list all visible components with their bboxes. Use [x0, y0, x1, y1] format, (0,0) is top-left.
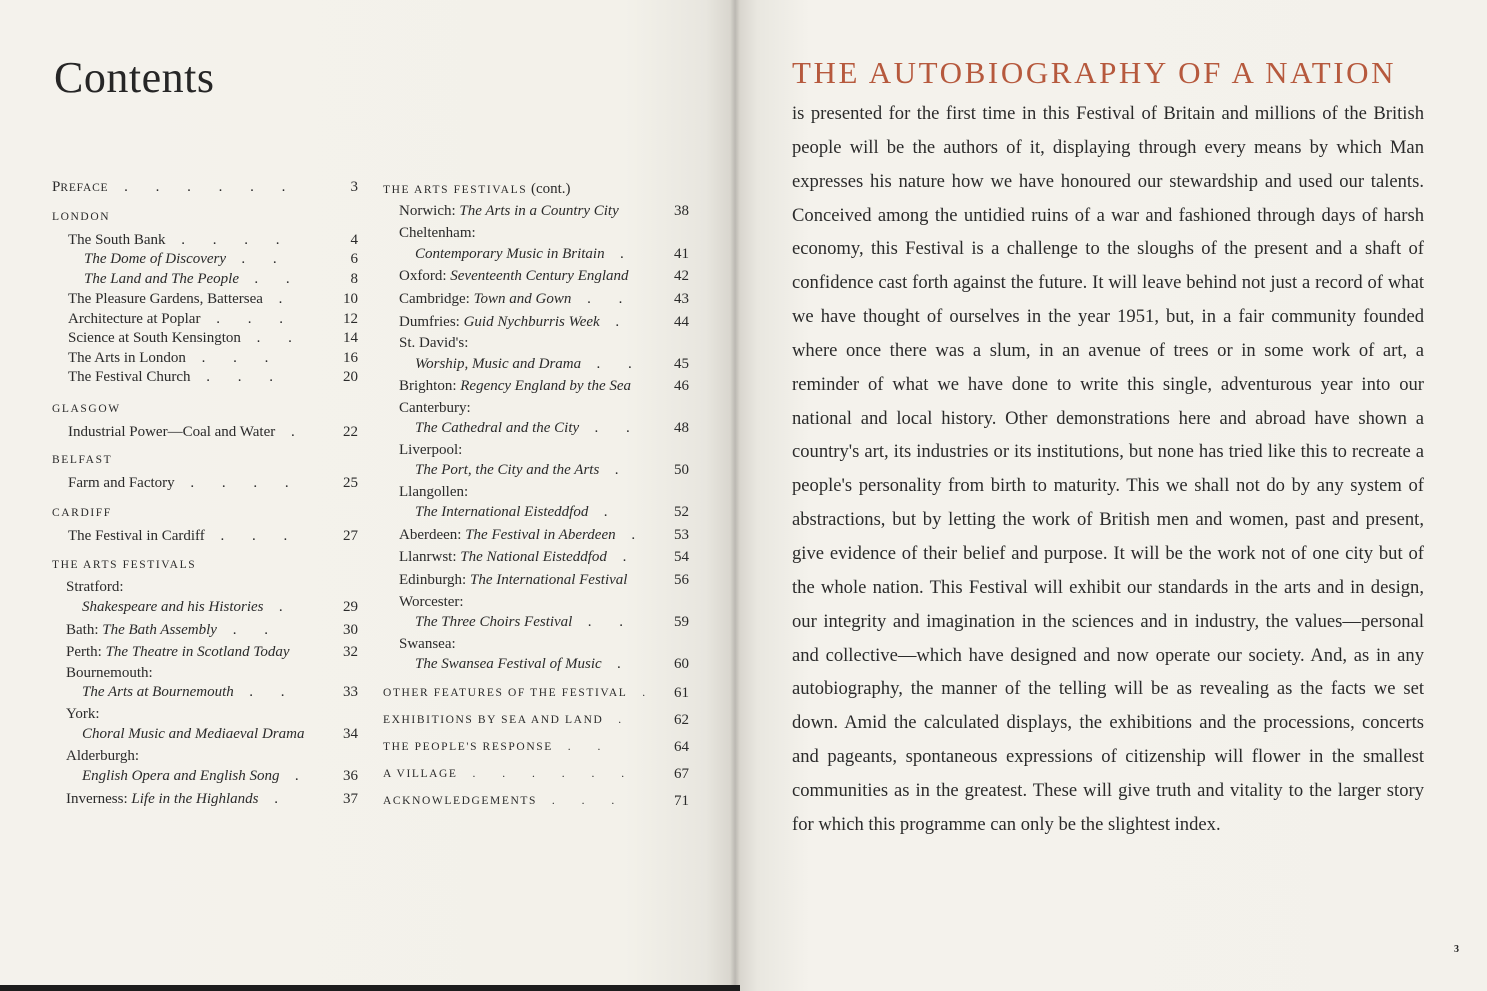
toc-page-number: 59 [674, 614, 689, 630]
toc-page-number: 33 [343, 684, 358, 700]
toc-entry-label [68, 329, 304, 349]
toc-leader-dots: . [262, 291, 295, 307]
toc-entry-label [383, 180, 571, 201]
toc-entry-place: Norwich: [399, 203, 460, 219]
toc-entry-label [383, 711, 633, 731]
toc-page-number: 12 [343, 311, 358, 327]
toc-entry-label [52, 400, 121, 420]
toc-leader-dots: . . [552, 741, 613, 753]
toc-entry-label [68, 527, 299, 547]
toc-entry-label [383, 738, 612, 758]
toc-entry-title: The International Eisteddfod [415, 504, 589, 520]
toc-entry-label [52, 178, 297, 199]
toc-page-number: 6 [350, 251, 358, 267]
toc-entry-label [399, 334, 468, 354]
toc-page-number: 53 [674, 527, 689, 543]
toc-entry-title: Contemporary Music in Britain [415, 246, 605, 262]
toc-page-number: 20 [343, 369, 358, 385]
toc-page-number: 36 [343, 768, 358, 784]
toc-leader-dots: . . [233, 684, 297, 700]
toc-entry-place: Aberdeen: [399, 527, 466, 543]
toc-leader-dots: . . . [200, 311, 295, 327]
toc-leader-dots: . . . . . . [457, 768, 637, 780]
toc-entry-label [52, 451, 112, 471]
toc-page-number: 42 [674, 268, 689, 284]
toc-entry-label [399, 224, 476, 244]
toc-entry-title: Seventeenth Century England [450, 268, 629, 284]
toc-entry-title: The Pleasure Gardens, Battersea [68, 291, 263, 307]
toc-page-number: 54 [674, 549, 689, 565]
toc-leader-dots: . . [226, 251, 290, 267]
toc-entry-title: The International Festival [469, 572, 628, 588]
toc-entry-label [415, 419, 642, 439]
toc-entry-title: Architecture at Poplar [68, 311, 201, 327]
toc-leader-dots: . [606, 549, 639, 565]
book-gutter [730, 0, 740, 991]
toc-entry-title: The National Eisteddfod [460, 549, 607, 565]
toc-entry-label [52, 556, 196, 576]
toc-entry-title: The Festival in Cardiff [68, 528, 205, 544]
toc-entry-label [68, 231, 292, 251]
nation-heading: THE AUTOBIOGRAPHY OF A NATION [792, 55, 1397, 90]
toc-entry-title: The Port, the City and the Arts [415, 462, 600, 478]
toc-leader-dots: . [263, 599, 296, 615]
toc-section-heading: THE ARTS FESTIVALS [383, 184, 528, 196]
toc-entry-title: Worship, Music and Drama [415, 356, 582, 372]
toc-entry-label [68, 310, 295, 330]
toc-leader-dots: . [279, 768, 311, 784]
toc-entry-title: Science at South Kensington [68, 330, 241, 346]
toc-entry-title: Cheltenham: [399, 225, 476, 241]
toc-entry-label [383, 684, 657, 704]
toc-entry-label [383, 792, 626, 812]
toc-entry-label [68, 474, 301, 494]
toc-entry-title: The Dome of Discovery [84, 251, 227, 267]
toc-entry-place: Perth: [66, 644, 106, 660]
toc-entry-label [68, 423, 307, 443]
toc-leader-dots: . . . [537, 795, 627, 807]
toc-leader-dots: . [603, 714, 634, 726]
toc-leader-dots: . . . [204, 528, 300, 544]
toc-entry-label [66, 790, 290, 810]
toc-section-suffix: (cont.) [527, 181, 571, 197]
toc-entry-label [66, 664, 153, 684]
toc-entry-title: Choral Music and Mediaeval Drama [82, 726, 305, 742]
toc-entry-title: Farm and Factory [68, 475, 175, 491]
toc-page-number: 16 [343, 350, 358, 366]
toc-entry-place: Inverness: [66, 791, 132, 807]
toc-section-heading: LONDON [52, 211, 111, 223]
toc-entry-label [399, 267, 629, 287]
toc-page-number: 14 [343, 330, 358, 346]
toc-page-number: 3 [350, 179, 358, 195]
toc-entry-label [415, 613, 635, 633]
toc-entry-title: Shakespeare and his Histories [82, 599, 264, 615]
toc-leader-dots: . [599, 462, 631, 478]
toc-page-number: 52 [674, 504, 689, 520]
toc-entry-label [399, 290, 634, 310]
toc-entry-label [82, 598, 295, 618]
toc-page-number: 29 [343, 599, 358, 615]
toc-entry-title: Alderburgh: [66, 748, 140, 764]
toc-page-number: 60 [674, 656, 689, 672]
toc-entry-title: The Festival in Aberdeen [465, 527, 616, 543]
toc-entry-title: The Swansea Festival of Music [415, 656, 602, 672]
toc-page-number: 62 [674, 712, 689, 728]
toc-leader-dots: . . [571, 291, 635, 307]
toc-leader-dots: . . . [185, 350, 281, 366]
toc-leader-dots: . [258, 791, 290, 807]
toc-entry-title: The South Bank [68, 232, 166, 248]
toc-entry-label [399, 441, 462, 461]
toc-entry-label [52, 504, 112, 524]
toc-entry-title: Bournemouth: [66, 665, 153, 681]
toc-page-number: 64 [674, 739, 689, 755]
toc-entry-label [399, 593, 464, 613]
toc-entry-label [68, 349, 280, 369]
toc-entry-label [399, 635, 456, 655]
toc-page-number: 30 [343, 622, 358, 638]
toc-entry-title: Worcester: [399, 594, 464, 610]
toc-entry-label [415, 461, 631, 481]
toc-leader-dots: . [627, 687, 658, 699]
toc-entry-place: Oxford: [399, 268, 451, 284]
toc-section-heading: ACKNOWLEDGEMENTS [383, 795, 538, 807]
toc-leader-dots: . [615, 527, 648, 543]
toc-page-number: 41 [674, 246, 689, 262]
toc-page-number: 56 [674, 572, 689, 588]
toc-page-number: 46 [674, 378, 689, 394]
toc-page-number: 44 [674, 314, 689, 330]
toc-entry-title: The Festival Church [68, 369, 191, 385]
toc-entry-title: The Theatre in Scotland Today [105, 644, 290, 660]
toc-entry-label [399, 202, 619, 222]
toc-page-number: 38 [674, 203, 689, 219]
toc-entry-label [399, 526, 647, 546]
toc-leader-dots: . . [579, 420, 643, 436]
toc-entry-label [66, 578, 124, 598]
toc-column-1 [52, 0, 358, 991]
toc-entry-title: The Land and The People [84, 271, 239, 287]
toc-leader-dots: . [599, 314, 632, 330]
toc-page-number: 22 [343, 424, 358, 440]
toc-entry-label [52, 208, 110, 228]
toc-section-heading: THE PEOPLE'S RESPONSE [383, 741, 553, 753]
page-number: 3 [1454, 944, 1459, 955]
toc-entry-label [399, 399, 471, 419]
toc-page-number: 71 [674, 793, 689, 809]
toc-page-number: 8 [350, 271, 358, 287]
toc-page-number: 32 [343, 644, 358, 660]
toc-entry-label [415, 503, 620, 523]
toc-section-heading: A VILLAGE [383, 768, 458, 780]
toc-entry-label [82, 725, 304, 745]
toc-entry-label [68, 290, 294, 310]
toc-entry-label [84, 250, 289, 270]
toc-entry-title: English Opera and English Song [82, 768, 280, 784]
toc-entry-label [82, 767, 311, 787]
toc-entry-label [415, 355, 644, 375]
toc-entry-title: Liverpool: [399, 442, 463, 458]
toc-entry-label [66, 747, 139, 767]
toc-page-number: 25 [343, 475, 358, 491]
toc-page-number: 43 [674, 291, 689, 307]
toc-entry-label [82, 683, 297, 703]
toc-entry-title: Guid Nychburris Week [463, 314, 600, 330]
toc-leader-dots: . . [240, 330, 304, 346]
toc-entry-title: Industrial Power—Coal and Water [68, 424, 276, 440]
toc-leader-dots: . [275, 424, 307, 440]
toc-section-heading: THE ARTS FESTIVALS [52, 559, 197, 571]
toc-entry-label [66, 643, 289, 663]
toc-leader-dots: . [604, 246, 637, 262]
toc-page-number: 37 [343, 791, 358, 807]
toc-entry-label [84, 270, 302, 290]
toc-leader-dots: . . . . . . [108, 179, 298, 195]
toc-page-number: 61 [674, 685, 689, 701]
toc-leader-dots: . . . . [165, 232, 292, 248]
toc-entry-label [399, 313, 631, 333]
toc-page-number: 67 [674, 766, 689, 782]
toc-leader-dots: . . . [190, 369, 285, 385]
toc-entry-title: York: [66, 706, 100, 722]
toc-entry-title: The Arts in London [68, 350, 186, 366]
toc-page-number: 4 [350, 232, 358, 248]
toc-entry-title: P [52, 179, 61, 195]
toc-entry-title: The Cathedral and the City [415, 420, 580, 436]
toc-section-heading: OTHER FEATURES OF THE FESTIVAL [383, 687, 628, 699]
toc-leader-dots: . [601, 656, 634, 672]
toc-section-heading: BELFAST [52, 454, 113, 466]
toc-entry-title: St. David's: [399, 335, 469, 351]
toc-entry-title: Life in the Highlands [131, 791, 259, 807]
toc-entry-place: Brighton: [399, 378, 461, 394]
toc-leader-dots: . . [581, 356, 645, 372]
toc-entry-title: Llangollen: [399, 484, 469, 500]
toc-entry-label [68, 368, 285, 388]
toc-page-number: 48 [674, 420, 689, 436]
toc-entry-place: Cambridge: [399, 291, 474, 307]
toc-entry-title: Town and Gown [473, 291, 572, 307]
toc-page-number: 50 [674, 462, 689, 478]
toc-leader-dots: . . [216, 622, 280, 638]
toc-entry-place: Dumfries: [399, 314, 464, 330]
toc-entry-label [66, 621, 280, 641]
toc-entry-title: Swansea: [399, 636, 456, 652]
toc-entry-label [415, 245, 636, 265]
toc-entry-title: REFACE [60, 182, 109, 194]
toc-entry-label [399, 571, 627, 591]
toc-section-heading: CARDIFF [52, 507, 112, 519]
toc-entry-label [399, 377, 631, 397]
toc-section-heading: GLASGOW [52, 403, 121, 415]
toc-entry-title: Stratford: [66, 579, 124, 595]
toc-entry-title: Canterbury: [399, 400, 471, 416]
toc-leader-dots: . . . . [174, 475, 301, 491]
toc-entry-title: The Three Choirs Festival [415, 614, 573, 630]
toc-page-number: 10 [343, 291, 358, 307]
body-paragraph: is presented for the first time in this Festival of Britain and millions of the British people will be the authors of it, displaying through every means by which Man expresses his nature how we have honoured our stewardship and used our talents. Conceived among the untidied ruins of a war and fashioned through days of harsh economy, this Festival is a challenge to the sloughs of the present and a shaft of confidence cast forth against the future. It will leave behind not just a record of what we have thought of ourselves in the year 1951, but, in a fair community founded where once there was a slum, in an avenue of trees or in some work of art, a reminder of what we have done to write this single, adventurous year into our national and local history. Other demonstrations here and abroad have shown a country's art, its industries or its institutions, but none has tried like this to recreate a people's personality from birth to maturity. This we shall not do by any system of abstractions, but by letting the work of British men and women, past and present, give evidence of their belief and purpose. It will be the work not of one city but of the whole nation. This Festival will exhibit our standards in the arts and in design, our integrity and imagination in the sciences and in industry, the values—personal and collective—which have designed and now operate our society. And, as in any autobiography, the manner of the telling will be as revealing as the facts we set down. Amid the calculated displays, the exhibitions and the processions, concerts and pageants, spontaneous expressions of citizenship will flower in the smallest communities as in the greatest. These will give truth and vitality to the larger story for which this programme can only be the slightest index. [792, 103, 1424, 835]
toc-entry-label [399, 548, 638, 568]
toc-entry-place: Llanrwst: [399, 549, 461, 565]
toc-entry-label [66, 705, 100, 725]
toc-entry-label [383, 765, 636, 785]
contents-title: Contents [54, 53, 215, 102]
toc-entry-place: Edinburgh: [399, 572, 470, 588]
toc-leader-dots: . . [572, 614, 636, 630]
toc-page-number: 34 [343, 726, 358, 742]
toc-entry-title: Regency England by the Sea [460, 378, 632, 394]
toc-leader-dots: . [588, 504, 620, 520]
toc-entry-title: The Arts at Bournemouth [82, 684, 234, 700]
toc-leader-dots: . . [239, 271, 302, 287]
toc-entry-label [415, 655, 633, 675]
toc-entry-label [399, 483, 468, 503]
toc-column-2 [383, 0, 689, 991]
toc-page-number: 45 [674, 356, 689, 372]
toc-entry-place: Bath: [66, 622, 103, 638]
toc-section-heading: EXHIBITIONS BY SEA AND LAND [383, 714, 604, 726]
toc-entry-title: The Arts in a Country City [459, 203, 619, 219]
toc-entry-title: The Bath Assembly [102, 622, 217, 638]
toc-page-number: 27 [343, 528, 358, 544]
